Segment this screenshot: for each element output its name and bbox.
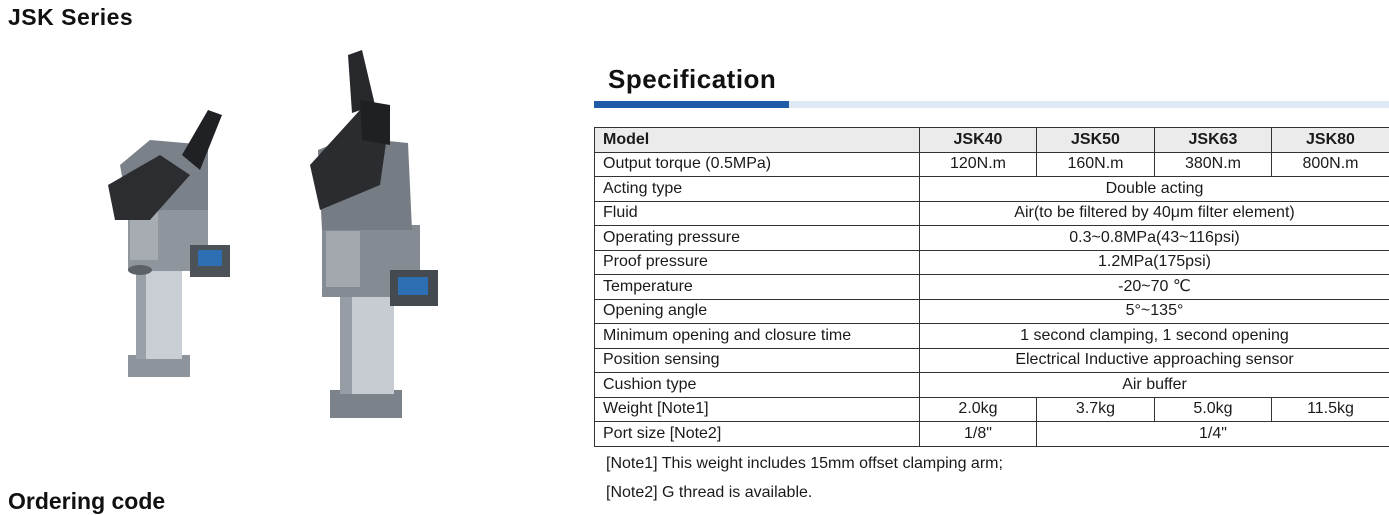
value-cell: Electrical Inductive approaching sensor: [920, 348, 1389, 373]
product-photos: [90, 45, 450, 435]
value-cell: 120N.m: [920, 152, 1037, 177]
label-cushion-type: Cushion type: [595, 373, 920, 398]
row-min-opening-closure-time: [595, 324, 1389, 349]
header-jsk50: JSK50: [1037, 128, 1155, 153]
label-opening-angle: Opening angle: [595, 299, 920, 324]
label-position-sensing: Position sensing: [595, 348, 920, 373]
value-cell: 5.0kg: [1155, 397, 1272, 422]
row-opening-angle: [595, 299, 1389, 324]
row-acting-type: [595, 177, 1389, 202]
ordering-code-heading: Ordering code: [8, 488, 165, 515]
row-port-size: [595, 422, 1389, 447]
label-temperature: Temperature: [595, 275, 920, 300]
value-cell: Air buffer: [920, 373, 1389, 398]
label-output-torque: Output torque (0.5MPa): [595, 152, 920, 177]
header-jsk80: JSK80: [1272, 128, 1389, 153]
label-acting-type: Acting type: [595, 177, 920, 202]
value-cell: 1 second clamping, 1 second opening: [920, 324, 1389, 349]
value-cell: 5°~135°: [920, 299, 1389, 324]
label-proof-pressure: Proof pressure: [595, 250, 920, 275]
value-cell: 160N.m: [1037, 152, 1155, 177]
value-cell: Double acting: [920, 177, 1389, 202]
row-weight: [595, 397, 1389, 422]
label-weight: Weight [Note1]: [595, 397, 920, 422]
value-cell: 800N.m: [1272, 152, 1389, 177]
value-cell: 1/8": [920, 422, 1037, 447]
spec-header-row: [595, 128, 1389, 153]
spec-title-underline-accent: [594, 101, 789, 108]
header-jsk40: JSK40: [920, 128, 1037, 153]
spec-title-underline: [594, 101, 1389, 108]
header-jsk63: JSK63: [1155, 128, 1272, 153]
label-min-opening-closure-time: Minimum opening and closure time: [595, 324, 920, 349]
row-fluid: [595, 201, 1389, 226]
row-proof-pressure: [595, 250, 1389, 275]
header-model: Model: [595, 128, 920, 153]
value-cell: Air(to be filtered by 40μm filter element): [920, 201, 1389, 226]
label-operating-pressure: Operating pressure: [595, 226, 920, 251]
spec-title: Specification: [608, 64, 776, 95]
value-cell: -20~70 ℃: [920, 275, 1389, 300]
note-1: [Note1] This weight includes 15mm offset clamping arm;: [606, 455, 1003, 473]
row-output-torque: [595, 152, 1389, 177]
value-cell: 2.0kg: [920, 397, 1037, 422]
product-photo-large: [310, 50, 438, 418]
product-photo-small: [108, 110, 230, 377]
value-cell: 11.5kg: [1272, 397, 1389, 422]
series-title: JSK Series: [8, 4, 133, 31]
value-cell: 1.2MPa(175psi): [920, 250, 1389, 275]
value-cell: 380N.m: [1155, 152, 1272, 177]
value-cell: 1/4": [1037, 422, 1389, 447]
note-2: [Note2] G thread is available.: [606, 484, 812, 502]
label-fluid: Fluid: [595, 201, 920, 226]
label-port-size: Port size [Note2]: [595, 422, 920, 447]
row-cushion-type: [595, 373, 1389, 398]
value-cell: 3.7kg: [1037, 397, 1155, 422]
row-position-sensing: [595, 348, 1389, 373]
spec-table: [594, 127, 1389, 447]
value-cell: 0.3~0.8MPa(43~116psi): [920, 226, 1389, 251]
row-operating-pressure: [595, 226, 1389, 251]
row-temperature: [595, 275, 1389, 300]
